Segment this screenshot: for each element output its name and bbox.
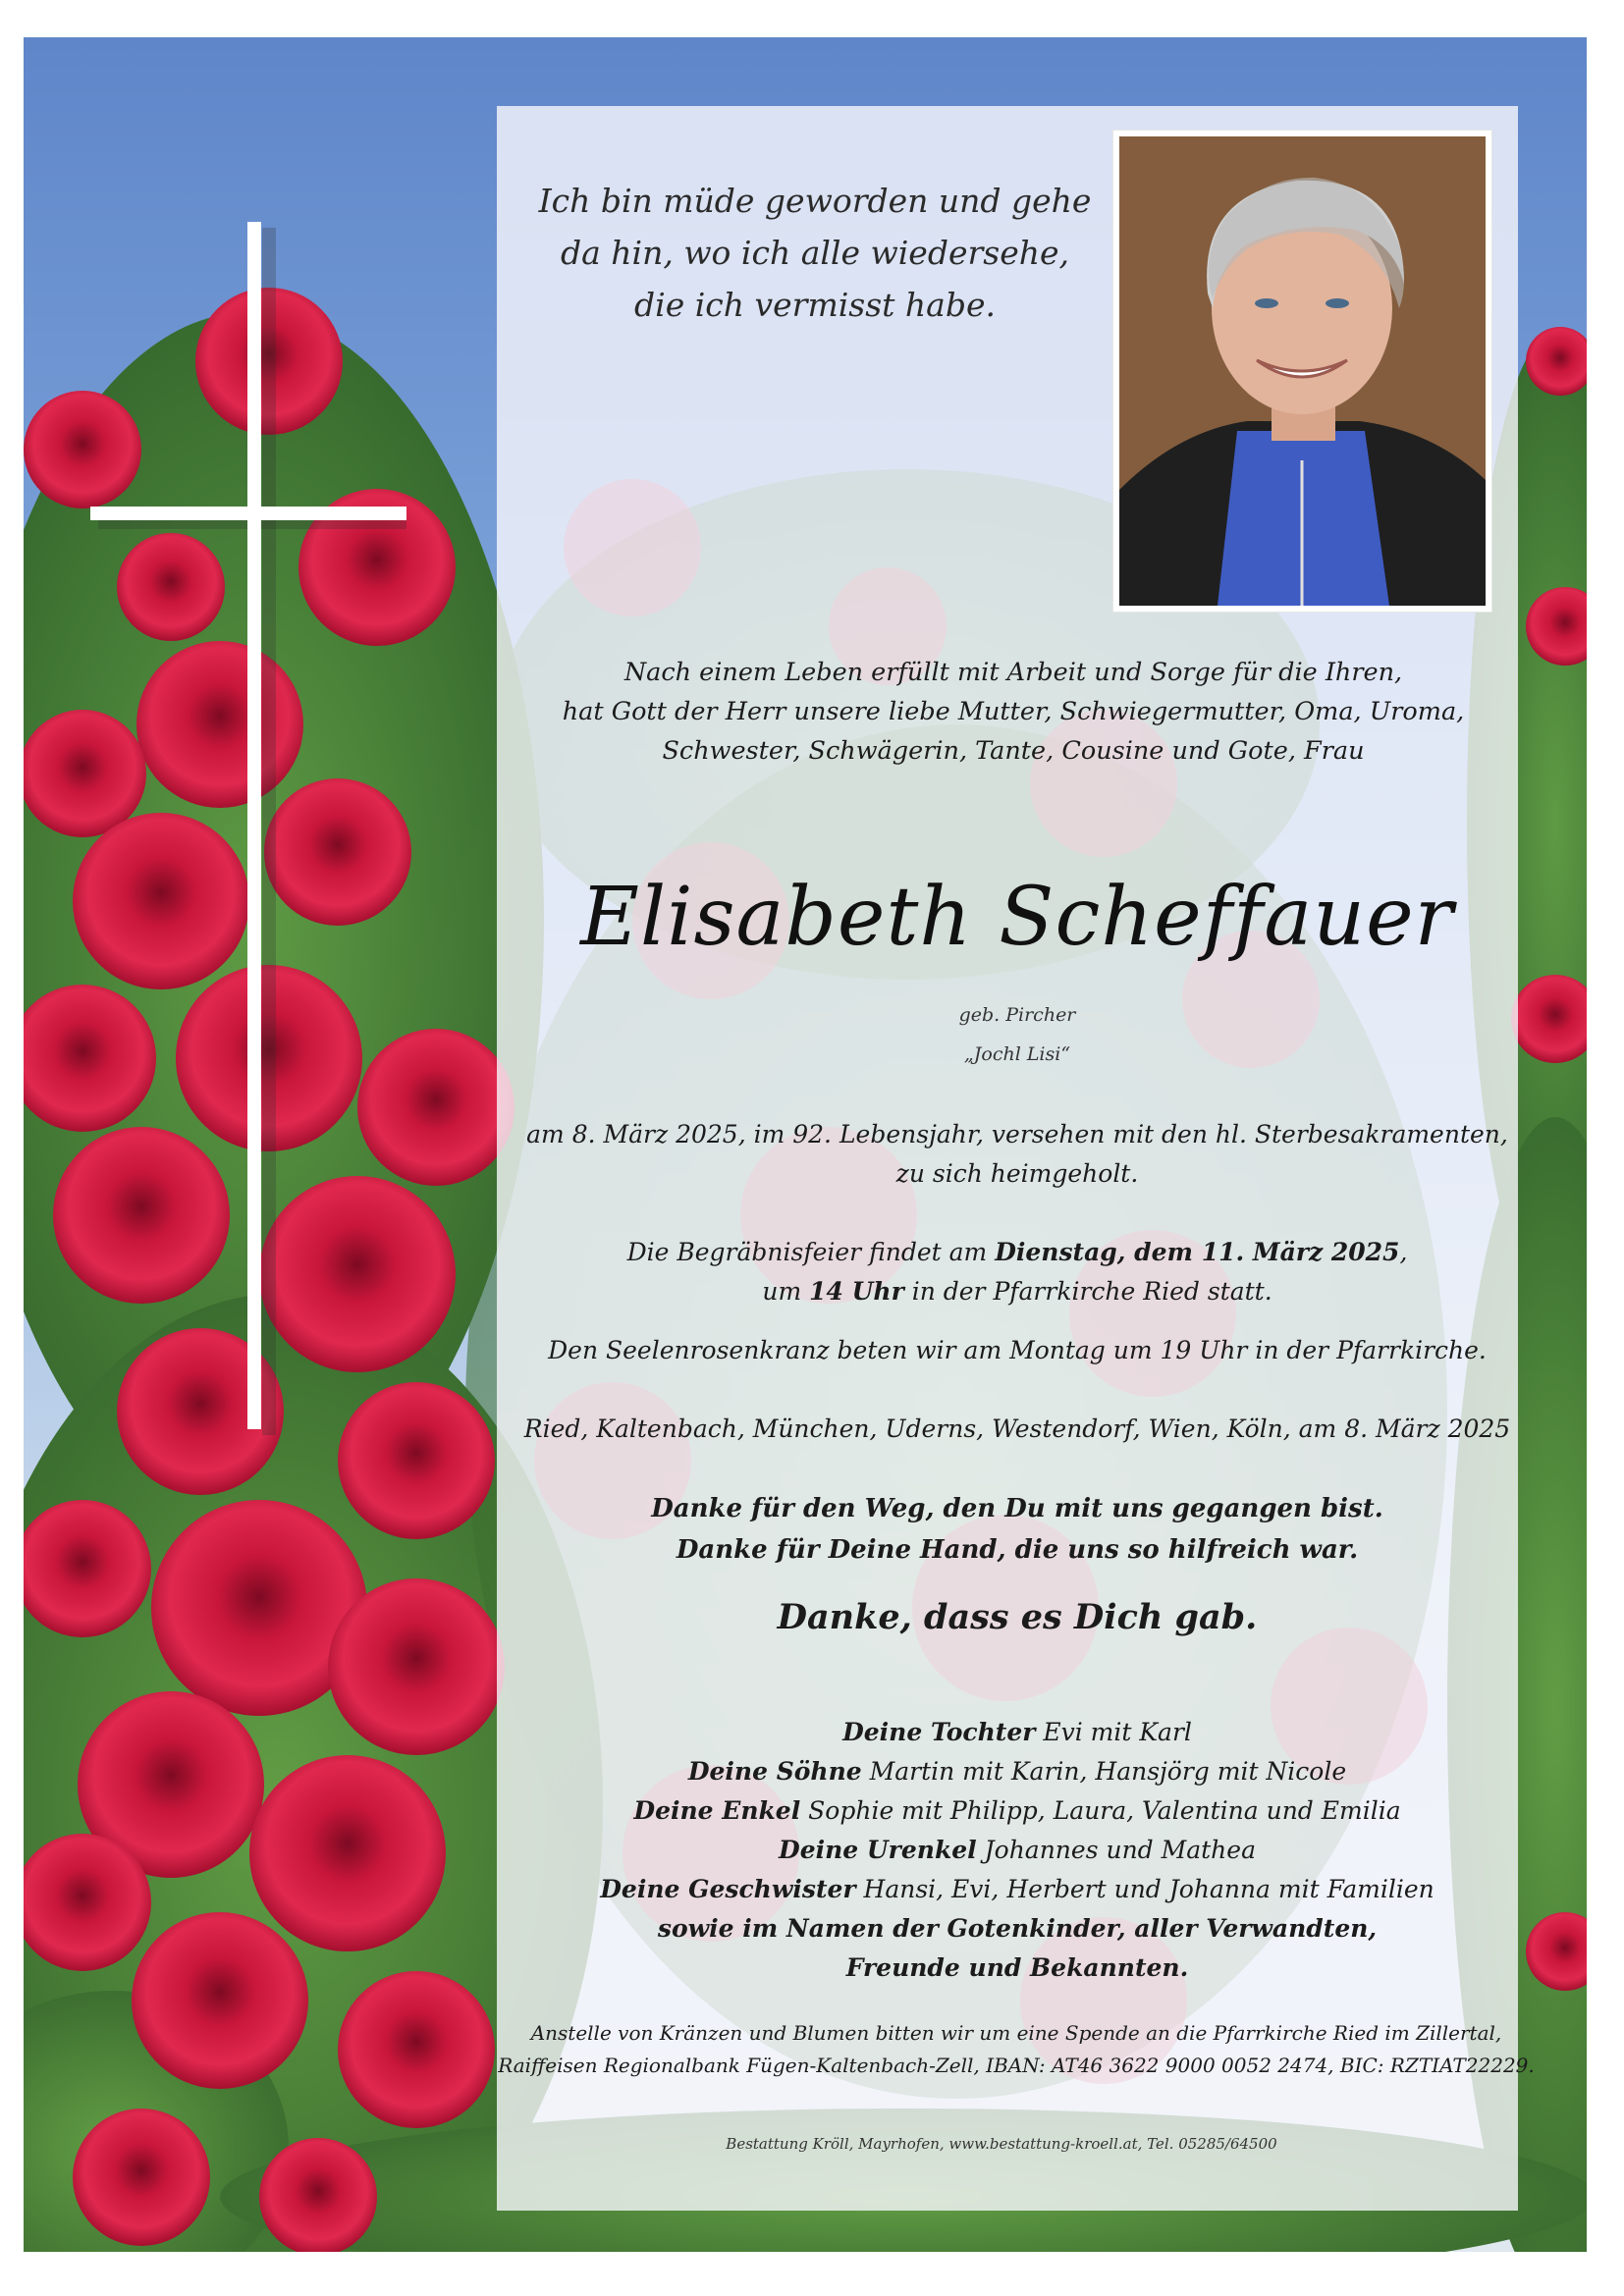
mourner-line (507, 1752, 1528, 1791)
quote-line: Ich bin müde geworden und gehe (538, 182, 1092, 220)
mourner-line (507, 1791, 1528, 1831)
places-date: Ried, Kaltenbach, München, Uderns, Westendorf, Wien, Köln, am 8. März 2025 (523, 1415, 1511, 1443)
funeral-line-1 (507, 1233, 1528, 1272)
mourner-names: Hansi, Evi, Herbert und Johanna mit Familien (855, 1875, 1435, 1903)
mourner-label: Deine Geschwister (600, 1875, 856, 1903)
death-line: am 8. März 2025, im 92. Lebensjahr, versehen mit den hl. Sterbesakramenten, (526, 1120, 1508, 1148)
mourner-label: sowie im Namen der Gotenkinder, aller Verwandten, (657, 1914, 1378, 1943)
mourner-names: Johannes und Mathea (976, 1836, 1256, 1864)
quote (511, 175, 1119, 331)
mourner-label: Deine Söhne (687, 1757, 862, 1786)
mourners-list (507, 1713, 1528, 1988)
funeral-suffix: , (1399, 1238, 1408, 1266)
donation-line: Raiffeisen Regionalbank Fügen-Kaltenbach-Zell, IBAN: AT46 3622 9000 0052 2474, BIC: RZTIAT22229. (498, 2054, 1535, 2077)
donation-line: Anstelle von Kränzen und Blumen bitten wir um eine Spende an die Pfarrkirche Ried im Zillertal, (530, 2021, 1502, 2045)
donation-request (481, 2017, 1551, 2082)
quote-line: die ich vermisst habe. (634, 286, 996, 324)
quote-line: da hin, wo ich alle wiedersehe, (560, 234, 1069, 272)
thanks-final: Danke, dass es Dich gab. (777, 1597, 1258, 1637)
mourner-names: Evi mit Karl (1035, 1718, 1192, 1746)
undertaker-info: Bestattung Kröll, Mayrhofen, www.bestattung-kroell.at, Tel. 05285/64500 (726, 2135, 1277, 2153)
intro-text (513, 653, 1514, 771)
mourner-line (507, 1870, 1528, 1909)
funeral-time-prefix: um (762, 1277, 810, 1306)
birth-name: geb. Pircher (958, 1004, 1076, 1026)
funeral-prefix: Die Begräbnisfeier findet am (626, 1238, 996, 1266)
intro-line: hat Gott der Herr unsere liebe Mutter, Schwiegermutter, Oma, Uroma, (562, 697, 1465, 726)
funeral-info (507, 1233, 1528, 1311)
funeral-time: 14 Uhr (809, 1277, 904, 1306)
thanks-line: Danke für Deine Hand, die uns so hilfreich war. (676, 1535, 1359, 1565)
mourner-line (507, 1909, 1528, 1949)
mourner-label: Deine Urenkel (779, 1836, 977, 1864)
portrait-image (1119, 136, 1486, 606)
mourner-names: Sophie mit Philipp, Laura, Valentina und Emilia (800, 1796, 1401, 1825)
death-line: zu sich heimgeholt. (895, 1159, 1139, 1188)
deceased-name: Elisabeth Scheffauer (580, 871, 1454, 964)
rosary-info: Den Seelenrosenkranz beten wir am Montag um 19 Uhr in der Pfarrkirche. (548, 1336, 1487, 1364)
mourner-label: Freunde und Bekannten. (845, 1953, 1189, 1982)
thanks-block (507, 1488, 1528, 1571)
obituary-card (24, 37, 1587, 2252)
mourner-label: Deine Tochter (842, 1718, 1036, 1746)
mourner-line (507, 1831, 1528, 1870)
mourner-names: Martin mit Karin, Hansjörg mit Nicole (861, 1757, 1347, 1786)
intro-line: Nach einem Leben erfüllt mit Arbeit und Sorge für die Ihren, (623, 658, 1403, 687)
mourner-line (507, 1949, 1528, 1988)
funeral-time-suffix: in der Pfarrkirche Ried statt. (903, 1277, 1272, 1306)
funeral-line-2 (507, 1272, 1528, 1311)
portrait-photo (1113, 131, 1491, 612)
mourner-line (507, 1713, 1528, 1752)
death-notice (507, 1115, 1528, 1194)
intro-line: Schwester, Schwägerin, Tante, Cousine und Gote, Frau (662, 736, 1365, 766)
funeral-date: Dienstag, dem 11. März 2025 (995, 1238, 1400, 1266)
mourner-label: Deine Enkel (633, 1796, 801, 1825)
thanks-line: Danke für den Weg, den Du mit uns gegangen bist. (651, 1494, 1383, 1523)
cross-icon (63, 222, 406, 1439)
nickname: „Jochl Lisi“ (963, 1043, 1071, 1065)
